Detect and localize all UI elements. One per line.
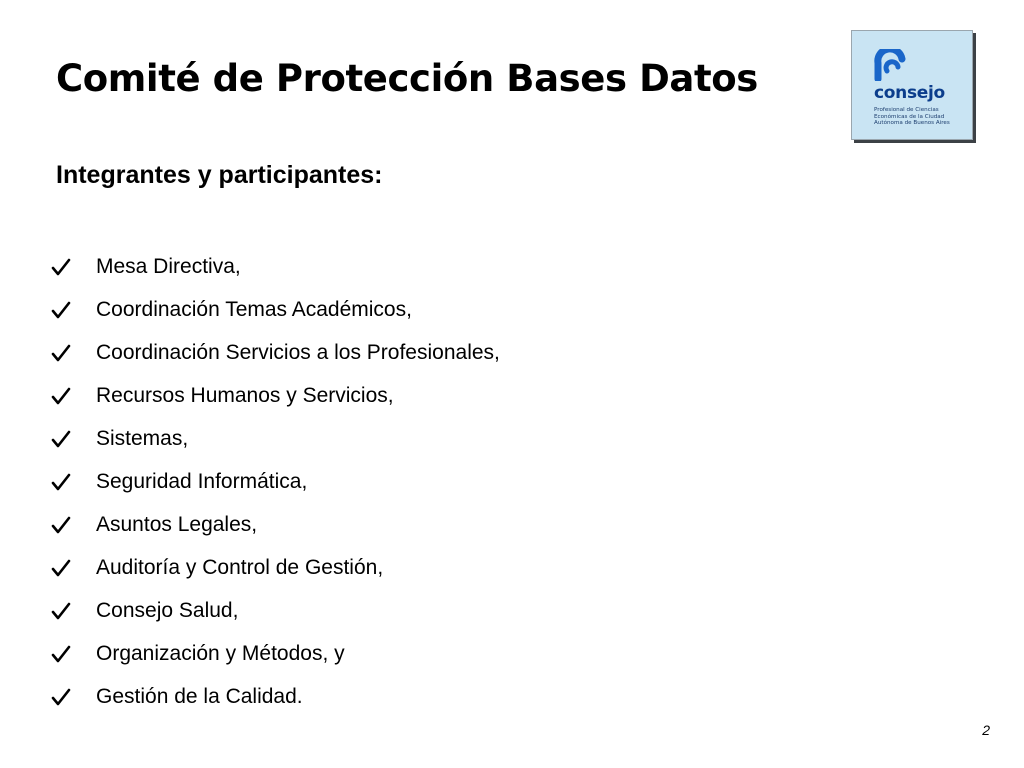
list-item-label: Coordinación Servicios a los Profesionales, xyxy=(96,340,500,364)
list-item-label: Recursos Humanos y Servicios, xyxy=(96,383,394,407)
list-item-label: Sistemas, xyxy=(96,426,189,450)
logo-subtitle-line: Profesional de Ciencias xyxy=(874,107,939,113)
checkmark-icon xyxy=(50,471,72,493)
consejo-logo xyxy=(851,30,973,140)
list-item-label: Mesa Directiva, xyxy=(96,254,241,278)
checkmark-icon xyxy=(50,428,72,450)
list-item xyxy=(50,245,500,288)
checkmark-icon xyxy=(50,385,72,407)
list-item-label: Organización y Métodos, y xyxy=(96,641,345,665)
participants-list xyxy=(50,245,500,718)
checkmark-icon xyxy=(50,557,72,579)
checkmark-icon xyxy=(50,643,72,665)
checkmark-icon xyxy=(50,256,72,278)
list-item xyxy=(50,288,500,331)
list-item-label: Seguridad Informática, xyxy=(96,469,308,493)
list-item xyxy=(50,417,500,460)
list-item-label: Coordinación Temas Académicos, xyxy=(96,297,412,321)
list-item-label: Consejo Salud, xyxy=(96,598,239,622)
slide-subtitle: Integrantes y participantes: xyxy=(56,161,383,189)
list-item xyxy=(50,589,500,632)
consejo-logo-mark-icon xyxy=(872,49,908,81)
logo-subtitle-line: Autónoma de Buenos Aires xyxy=(874,120,950,127)
checkmark-icon xyxy=(50,299,72,321)
logo-subtitle-line: Económicas de la Ciudad xyxy=(874,113,945,120)
checkmark-icon xyxy=(50,686,72,708)
checkmark-icon xyxy=(50,342,72,364)
list-item xyxy=(50,675,500,718)
list-item xyxy=(50,460,500,503)
list-item xyxy=(50,546,500,589)
list-item xyxy=(50,331,500,374)
checkmark-icon xyxy=(50,514,72,536)
list-item xyxy=(50,632,500,675)
logo-subtitle xyxy=(874,107,970,127)
page-number: 2 xyxy=(982,722,990,738)
list-item xyxy=(50,503,500,546)
list-item-label: Auditoría y Control de Gestión, xyxy=(96,555,384,579)
logo-wordmark: consejo xyxy=(874,83,945,103)
list-item-label: Asuntos Legales, xyxy=(96,512,258,536)
list-item-label: Gestión de la Calidad. xyxy=(96,684,303,708)
slide-title: Comité de Protección Bases Datos xyxy=(56,57,758,100)
list-item xyxy=(50,374,500,417)
checkmark-icon xyxy=(50,600,72,622)
